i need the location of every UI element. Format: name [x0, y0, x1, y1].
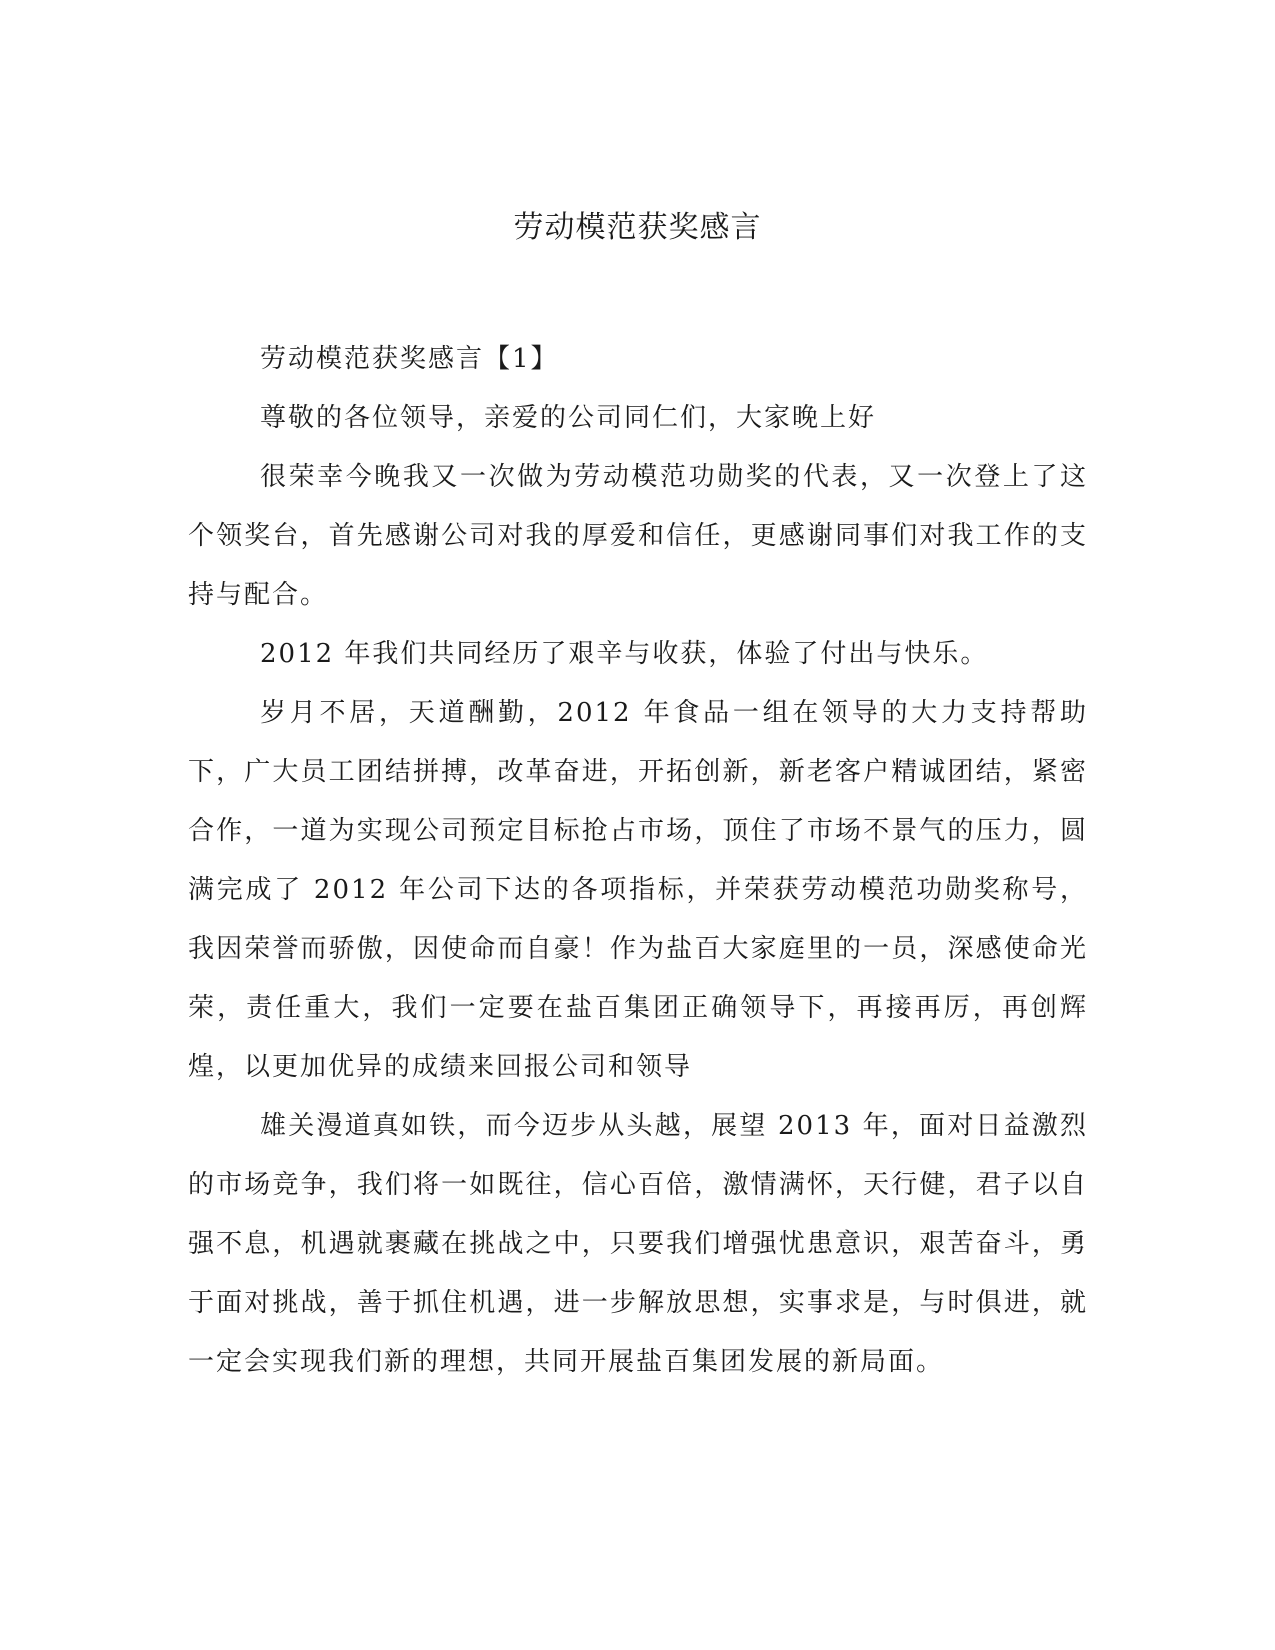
- body-paragraph: 岁月不居，天道酬勤，2012 年食品一组在领导的大力支持帮助下，广大员工团结拼搏，改革奋进，开拓创新，新老客户精诚团结，紧密合作，一道为实现公司预定目标抢占市场，顶住了市场不景气的压力，圆满完成了 2012 年公司下达的各项指标，并荣获劳动模范功勋奖称号，我因荣誉而骄傲，因使命而自豪！作为盐百大家庭里的一员，深感使命光荣，责任重大，我们一定要在盐百集团正确领导下，再接再厉，再创辉煌，以更加优异的成绩来回报公司和领导: [188, 698, 1088, 1082]
- body-paragraph: 2012 年我们共同经历了艰辛与收获，体验了付出与快乐。: [260, 639, 989, 669]
- document-body: [188, 330, 1088, 1392]
- body-paragraph: 雄关漫道真如铁，而今迈步从头越，展望 2013 年，面对日益激烈的市场竞争，我们将一如既往，信心百倍，激情满怀，天行健，君子以自强不息，机遇就裹藏在挑战之中，只要我们增强忧患意识，艰苦奋斗，勇于面对挑战，善于抓住机遇，进一步解放思想，实事求是，与时俱进，就一定会实现我们新的理想，共同开展盐百集团发展的新局面。: [188, 1111, 1088, 1377]
- section-heading: 劳动模范获奖感言【1】: [260, 344, 559, 374]
- body-paragraph: 很荣幸今晚我又一次做为劳动模范功勋奖的代表，又一次登上了这个领奖台，首先感谢公司对我的厚爱和信任，更感谢同事们对我工作的支持与配合。: [188, 462, 1088, 610]
- greeting-paragraph: 尊敬的各位领导，亲爱的公司同仁们，大家晚上好: [260, 403, 877, 433]
- document-title: 劳动模范获奖感言: [513, 210, 762, 245]
